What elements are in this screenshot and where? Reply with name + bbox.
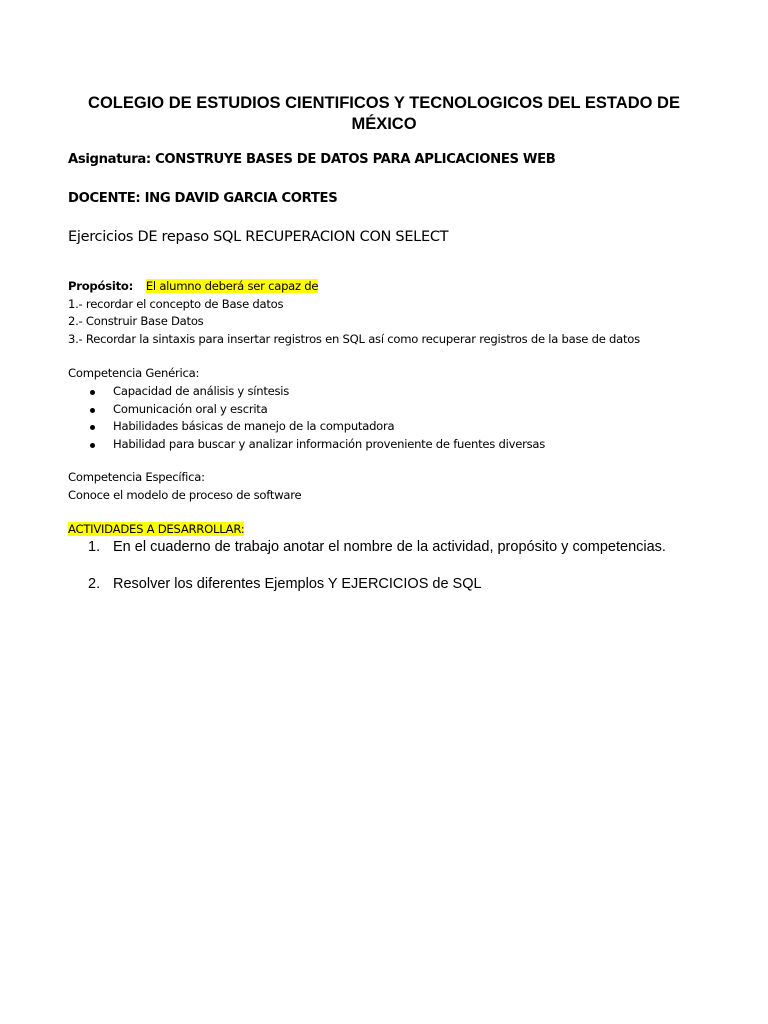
proposito-label: Propósito:	[68, 279, 133, 293]
actividades-label-text: ACTIVIDADES A DESARROLLAR:	[68, 522, 245, 536]
activity-item	[88, 539, 666, 555]
bullet-icon	[90, 390, 95, 395]
proposito-item: 2.- Construir Base Datos	[68, 314, 204, 328]
actividades-label	[68, 522, 244, 536]
activity-item	[88, 576, 482, 592]
ejercicios-heading: Ejercicios DE repaso SQL RECUPERACION CON SELECT	[68, 229, 449, 245]
bullet-icon	[90, 425, 95, 430]
activity-number: 1.	[88, 539, 101, 555]
list-item	[88, 383, 545, 401]
bullet-icon	[90, 443, 95, 448]
list-item-text: Habilidad para buscar y analizar información proveniente de fuentes diversas	[113, 436, 546, 451]
competencia-generica-label: Competencia Genérica:	[68, 366, 200, 380]
competencia-especifica-text: Conoce el modelo de proceso de software	[68, 488, 302, 502]
activity-text: En el cuaderno de trabajo anotar el nombre de la actividad, propósito y competencias.	[113, 539, 666, 555]
list-item	[88, 401, 545, 419]
document-title: COLEGIO DE ESTUDIOS CIENTIFICOS Y TECNOLOGICOS DEL ESTADO DE MÉXICO	[88, 94, 680, 133]
list-item-text: Habilidades básicas de manejo de la computadora	[113, 419, 395, 433]
competencia-generica-list	[88, 383, 545, 453]
proposito-item: 3.- Recordar la sintaxis para insertar registros en SQL así como recuperar registros de la base de datos	[68, 332, 640, 346]
proposito-item: 1.- recordar el concepto de Base datos	[68, 297, 284, 311]
activity-text: Resolver los diferentes Ejemplos Y EJERCICIOS de SQL	[113, 576, 482, 592]
proposito-highlight: El alumno deberá ser capaz de	[145, 279, 319, 293]
list-item-text: Capacidad de análisis y síntesis	[113, 384, 290, 398]
list-item	[88, 436, 545, 454]
list-item-text: Comunicación oral y escrita	[113, 401, 268, 416]
activity-number: 2.	[88, 576, 101, 592]
list-item	[88, 418, 545, 436]
competencia-especifica-label: Competencia Específica:	[68, 470, 205, 484]
bullet-icon	[90, 408, 95, 413]
asignatura-line: Asignatura: CONSTRUYE BASES DE DATOS PARA APLICACIONES WEB	[68, 152, 556, 167]
proposito-line	[68, 279, 318, 293]
docente-line: DOCENTE: ING DAVID GARCIA CORTES	[68, 191, 338, 206]
